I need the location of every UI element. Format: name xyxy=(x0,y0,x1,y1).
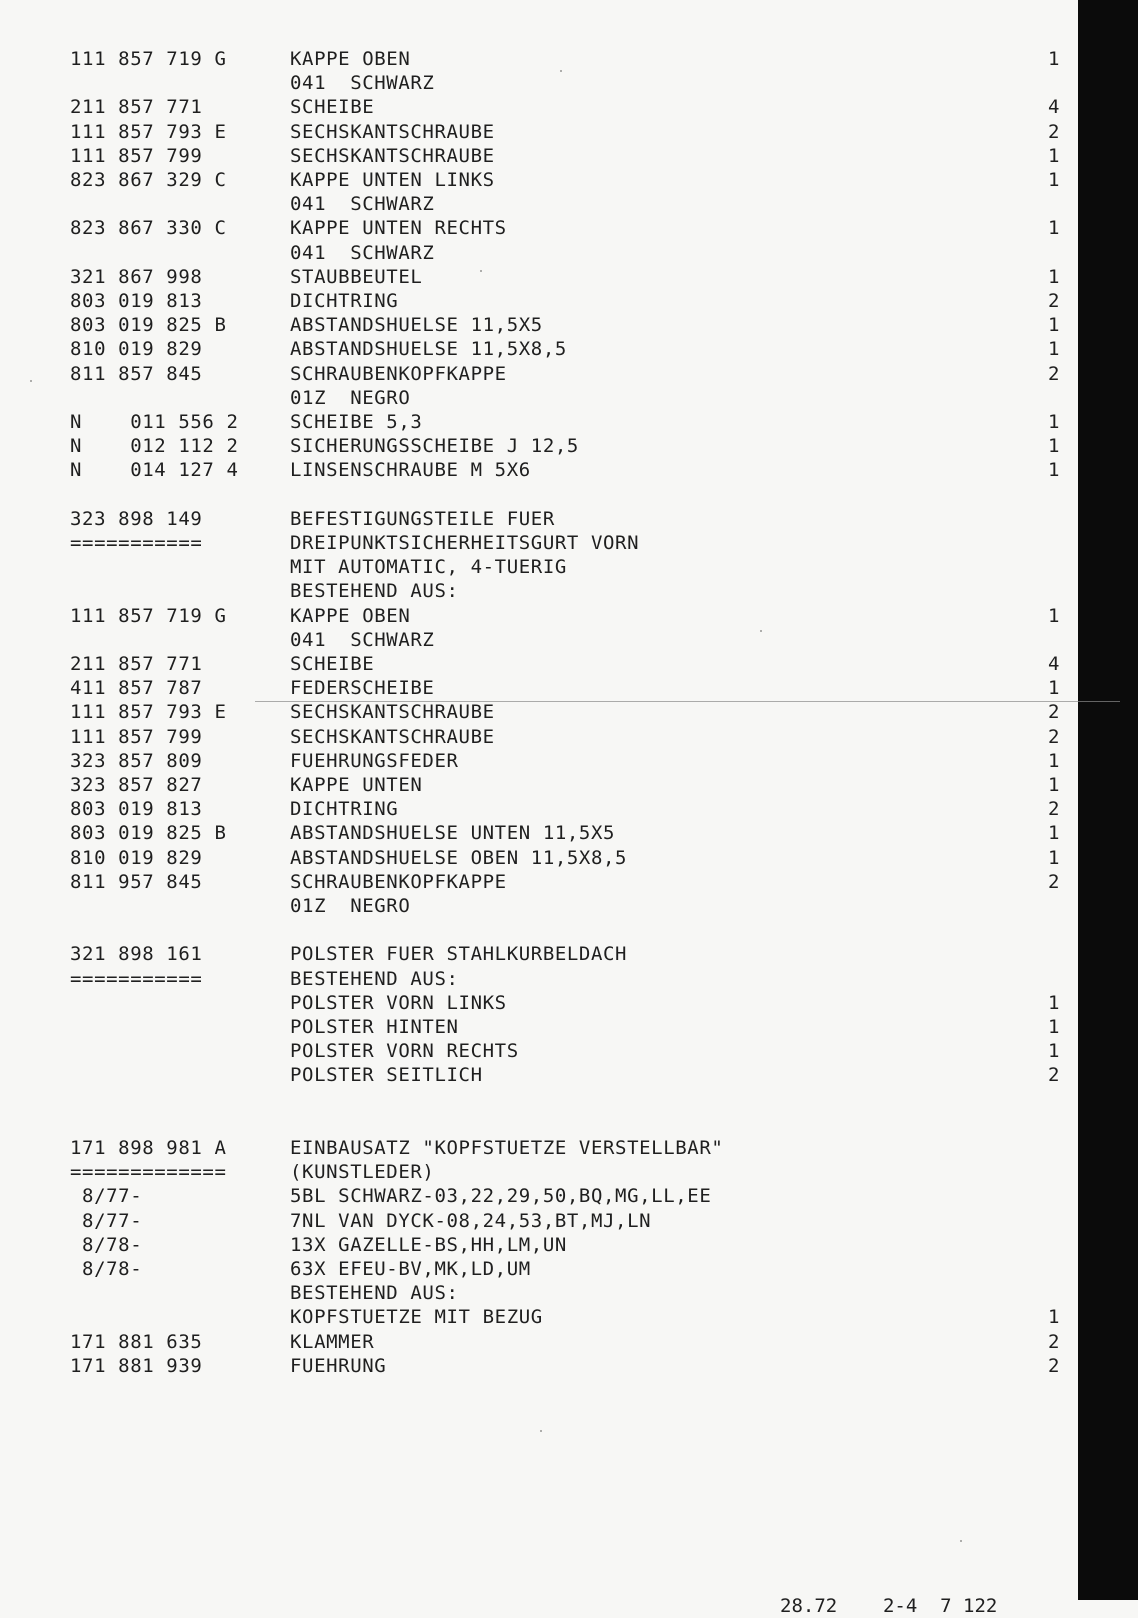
table-row xyxy=(70,386,1060,410)
description: LINSENSCHRAUBE M 5X6 xyxy=(290,459,531,482)
table-row xyxy=(70,604,1060,628)
part-number: 211 857 771 xyxy=(70,653,203,675)
part-number: 8/78- xyxy=(70,1233,143,1256)
description: SICHERUNGSSCHEIBE J 12,5 xyxy=(290,435,579,458)
description: DICHTRING xyxy=(290,798,399,821)
quantity: 4 xyxy=(1047,96,1060,119)
scan-speck xyxy=(540,1430,542,1432)
quantity: 1 xyxy=(1047,846,1060,869)
table-row xyxy=(70,918,1060,942)
quantity: 1 xyxy=(1047,1016,1060,1038)
part-number: 823 867 329 C xyxy=(70,169,227,191)
part-number: =========== xyxy=(70,967,203,990)
table-row xyxy=(70,1209,1060,1233)
description: BEFESTIGUNGSTEILE FUER xyxy=(290,507,555,530)
description: SECHSKANTSCHRAUBE xyxy=(290,120,495,143)
table-row xyxy=(70,942,1060,966)
part-number: N 014 127 4 xyxy=(70,459,239,482)
quantity: 1 xyxy=(1047,48,1060,70)
table-row xyxy=(70,313,1060,337)
table-row xyxy=(70,821,1060,845)
scan-speck xyxy=(560,70,562,72)
table-row xyxy=(70,168,1060,192)
table-row xyxy=(70,1305,1060,1329)
table-row xyxy=(70,967,1060,991)
part-number: 171 898 981 A xyxy=(70,1137,227,1159)
part-number: 111 857 799 xyxy=(70,144,203,167)
table-row xyxy=(70,1281,1060,1305)
scan-speck xyxy=(960,1540,962,1542)
table-row xyxy=(70,410,1060,434)
part-number: 111 857 793 E xyxy=(70,120,227,143)
part-number: 823 867 330 C xyxy=(70,217,227,240)
part-number: 111 857 799 xyxy=(70,725,203,748)
description: KAPPE OBEN xyxy=(290,48,411,70)
table-row xyxy=(70,797,1060,821)
description: KAPPE UNTEN LINKS xyxy=(290,169,495,191)
part-number: 803 019 813 xyxy=(70,798,203,821)
description: 63X EFEU-BV,MK,LD,UM xyxy=(290,1258,531,1280)
part-number: 171 881 939 xyxy=(70,1354,203,1377)
scan-speck xyxy=(760,630,762,632)
part-number: 810 019 829 xyxy=(70,846,203,869)
description: 01Z NEGRO xyxy=(290,386,411,409)
table-row xyxy=(70,1088,1060,1112)
quantity: 1 xyxy=(1047,822,1060,845)
part-number: 111 857 719 G xyxy=(70,48,227,70)
table-row xyxy=(70,71,1060,95)
description: DICHTRING xyxy=(290,290,399,312)
quantity: 2 xyxy=(1047,1064,1060,1087)
table-row xyxy=(70,434,1060,458)
description: 041 SCHWARZ xyxy=(290,193,435,216)
quantity: 2 xyxy=(1047,798,1060,821)
quantity: 1 xyxy=(1047,338,1060,361)
table-row xyxy=(70,1039,1060,1063)
scan-speck xyxy=(30,380,32,382)
table-row xyxy=(70,531,1060,555)
table-row xyxy=(70,1136,1060,1160)
table-row xyxy=(70,555,1060,579)
description: 7NL VAN DYCK-08,24,53,BT,MJ,LN xyxy=(290,1209,652,1232)
description: DREIPUNKTSICHERHEITSGURT VORN xyxy=(290,532,640,554)
part-number: N 011 556 2 xyxy=(70,411,239,433)
description: SCHEIBE 5,3 xyxy=(290,411,423,433)
table-row xyxy=(70,483,1060,507)
description: 041 SCHWARZ xyxy=(290,241,435,264)
part-number: =========== xyxy=(70,532,203,554)
table-row xyxy=(70,458,1060,482)
quantity: 2 xyxy=(1047,1354,1060,1377)
part-number: 803 019 825 B xyxy=(70,822,227,845)
table-row xyxy=(70,870,1060,894)
description: POLSTER VORN RECHTS xyxy=(290,1040,519,1063)
part-number: 8/77- xyxy=(70,1185,143,1208)
description: POLSTER VORN LINKS xyxy=(290,991,507,1014)
quantity: 2 xyxy=(1047,1330,1060,1353)
scan-edge-bar xyxy=(1078,0,1138,1600)
quantity: 1 xyxy=(1047,459,1060,482)
description: FUEHRUNGSFEDER xyxy=(290,749,459,772)
table-row xyxy=(70,1015,1060,1039)
quantity: 2 xyxy=(1047,725,1060,748)
quantity: 1 xyxy=(1047,774,1060,796)
description: BESTEHEND AUS: xyxy=(290,1282,459,1305)
description: ABSTANDSHUELSE OBEN 11,5X8,5 xyxy=(290,846,628,869)
description: FUEHRUNG xyxy=(290,1354,387,1377)
part-number: 810 019 829 xyxy=(70,338,203,361)
table-row xyxy=(70,265,1060,289)
table-row xyxy=(70,628,1060,652)
description: 041 SCHWARZ xyxy=(290,628,435,651)
part-number: 321 898 161 xyxy=(70,943,203,966)
table-row xyxy=(70,1063,1060,1087)
quantity: 1 xyxy=(1047,169,1060,191)
table-row xyxy=(70,1354,1060,1378)
part-number: 803 019 825 B xyxy=(70,314,227,337)
part-number: ============= xyxy=(70,1161,227,1184)
table-row xyxy=(70,144,1060,168)
table-row xyxy=(70,1184,1060,1208)
table-row xyxy=(70,1257,1060,1281)
part-number: 171 881 635 xyxy=(70,1330,203,1353)
quantity: 4 xyxy=(1047,653,1060,675)
table-row xyxy=(70,216,1060,240)
part-number: 211 857 771 xyxy=(70,96,203,119)
part-number: 411 857 787 xyxy=(70,677,203,700)
table-row xyxy=(70,241,1060,265)
part-number: 323 857 809 xyxy=(70,749,203,772)
table-row xyxy=(70,1160,1060,1184)
quantity: 1 xyxy=(1047,749,1060,772)
description: FEDERSCHEIBE xyxy=(290,677,435,700)
quantity: 2 xyxy=(1047,701,1060,724)
quantity: 1 xyxy=(1047,677,1060,700)
quantity: 2 xyxy=(1047,362,1060,385)
table-row xyxy=(70,192,1060,216)
table-row xyxy=(70,120,1060,144)
table-row xyxy=(70,676,1060,700)
quantity: 2 xyxy=(1047,290,1060,312)
table-row xyxy=(70,652,1060,676)
scan-speck xyxy=(480,270,482,272)
table-row xyxy=(70,507,1060,531)
quantity: 2 xyxy=(1047,120,1060,143)
quantity: 1 xyxy=(1047,1040,1060,1063)
description: SECHSKANTSCHRAUBE xyxy=(290,725,495,748)
description: 01Z NEGRO xyxy=(290,895,411,917)
description: POLSTER SEITLICH xyxy=(290,1064,483,1087)
table-row xyxy=(70,47,1060,71)
description: SECHSKANTSCHRAUBE xyxy=(290,701,495,724)
description: STAUBBEUTEL xyxy=(290,265,423,288)
description: SCHRAUBENKOPFKAPPE xyxy=(290,362,507,385)
description: SCHEIBE xyxy=(290,653,375,675)
description: POLSTER HINTEN xyxy=(290,1016,459,1038)
part-number: N 012 112 2 xyxy=(70,435,239,458)
description: (KUNSTLEDER) xyxy=(290,1161,435,1184)
description: MIT AUTOMATIC, 4-TUERIG xyxy=(290,556,567,579)
description: SECHSKANTSCHRAUBE xyxy=(290,144,495,167)
description: ABSTANDSHUELSE UNTEN 11,5X5 xyxy=(290,822,616,845)
description: BESTEHEND AUS: xyxy=(290,580,459,603)
part-number: 323 857 827 xyxy=(70,774,203,796)
part-number: 8/77- xyxy=(70,1209,143,1232)
table-row xyxy=(70,95,1060,119)
quantity: 1 xyxy=(1047,991,1060,1014)
description: KAPPE OBEN xyxy=(290,604,411,627)
table-row xyxy=(70,700,1060,724)
part-number: 321 867 998 xyxy=(70,265,203,288)
table-row xyxy=(70,894,1060,918)
quantity: 1 xyxy=(1047,144,1060,167)
part-number: 803 019 813 xyxy=(70,290,203,312)
description: POLSTER FUER STAHLKURBELDACH xyxy=(290,943,628,966)
part-number: 323 898 149 xyxy=(70,507,203,530)
part-number: 111 857 793 E xyxy=(70,701,227,724)
table-row xyxy=(70,1112,1060,1136)
quantity: 1 xyxy=(1047,435,1060,458)
description: ABSTANDSHUELSE 11,5X5 xyxy=(290,314,543,337)
description: 041 SCHWARZ xyxy=(290,72,435,95)
description: SCHEIBE xyxy=(290,96,375,119)
quantity: 1 xyxy=(1047,217,1060,240)
quantity: 1 xyxy=(1047,411,1060,433)
quantity: 1 xyxy=(1047,314,1060,337)
part-number: 811 957 845 xyxy=(70,870,203,893)
description: 5BL SCHWARZ-03,22,29,50,BQ,MG,LL,EE xyxy=(290,1185,712,1208)
table-row xyxy=(70,289,1060,313)
table-row xyxy=(70,337,1060,361)
description: 13X GAZELLE-BS,HH,LM,UN xyxy=(290,1233,567,1256)
table-row xyxy=(70,362,1060,386)
description: BESTEHEND AUS: xyxy=(290,967,459,990)
description: EINBAUSATZ "KOPFSTUETZE VERSTELLBAR" xyxy=(290,1137,724,1159)
quantity: 1 xyxy=(1047,604,1060,627)
description: KAPPE UNTEN RECHTS xyxy=(290,217,507,240)
table-row xyxy=(70,1233,1060,1257)
page-footer: 28.72 2-4 7 122 xyxy=(780,1595,998,1617)
part-number: 811 857 845 xyxy=(70,362,203,385)
quantity: 1 xyxy=(1047,265,1060,288)
quantity: 2 xyxy=(1047,870,1060,893)
table-row xyxy=(70,773,1060,797)
quantity: 1 xyxy=(1047,1306,1060,1329)
description: ABSTANDSHUELSE 11,5X8,5 xyxy=(290,338,567,361)
table-row xyxy=(70,725,1060,749)
table-row xyxy=(70,749,1060,773)
description: SCHRAUBENKOPFKAPPE xyxy=(290,870,507,893)
part-number: 111 857 719 G xyxy=(70,604,227,627)
part-number: 8/78- xyxy=(70,1258,143,1280)
table-row xyxy=(70,846,1060,870)
description: KAPPE UNTEN xyxy=(290,774,423,796)
table-row xyxy=(70,579,1060,603)
description: KOPFSTUETZE MIT BEZUG xyxy=(290,1306,543,1329)
description: KLAMMER xyxy=(290,1330,375,1353)
table-row xyxy=(70,991,1060,1015)
table-row xyxy=(70,1330,1060,1354)
